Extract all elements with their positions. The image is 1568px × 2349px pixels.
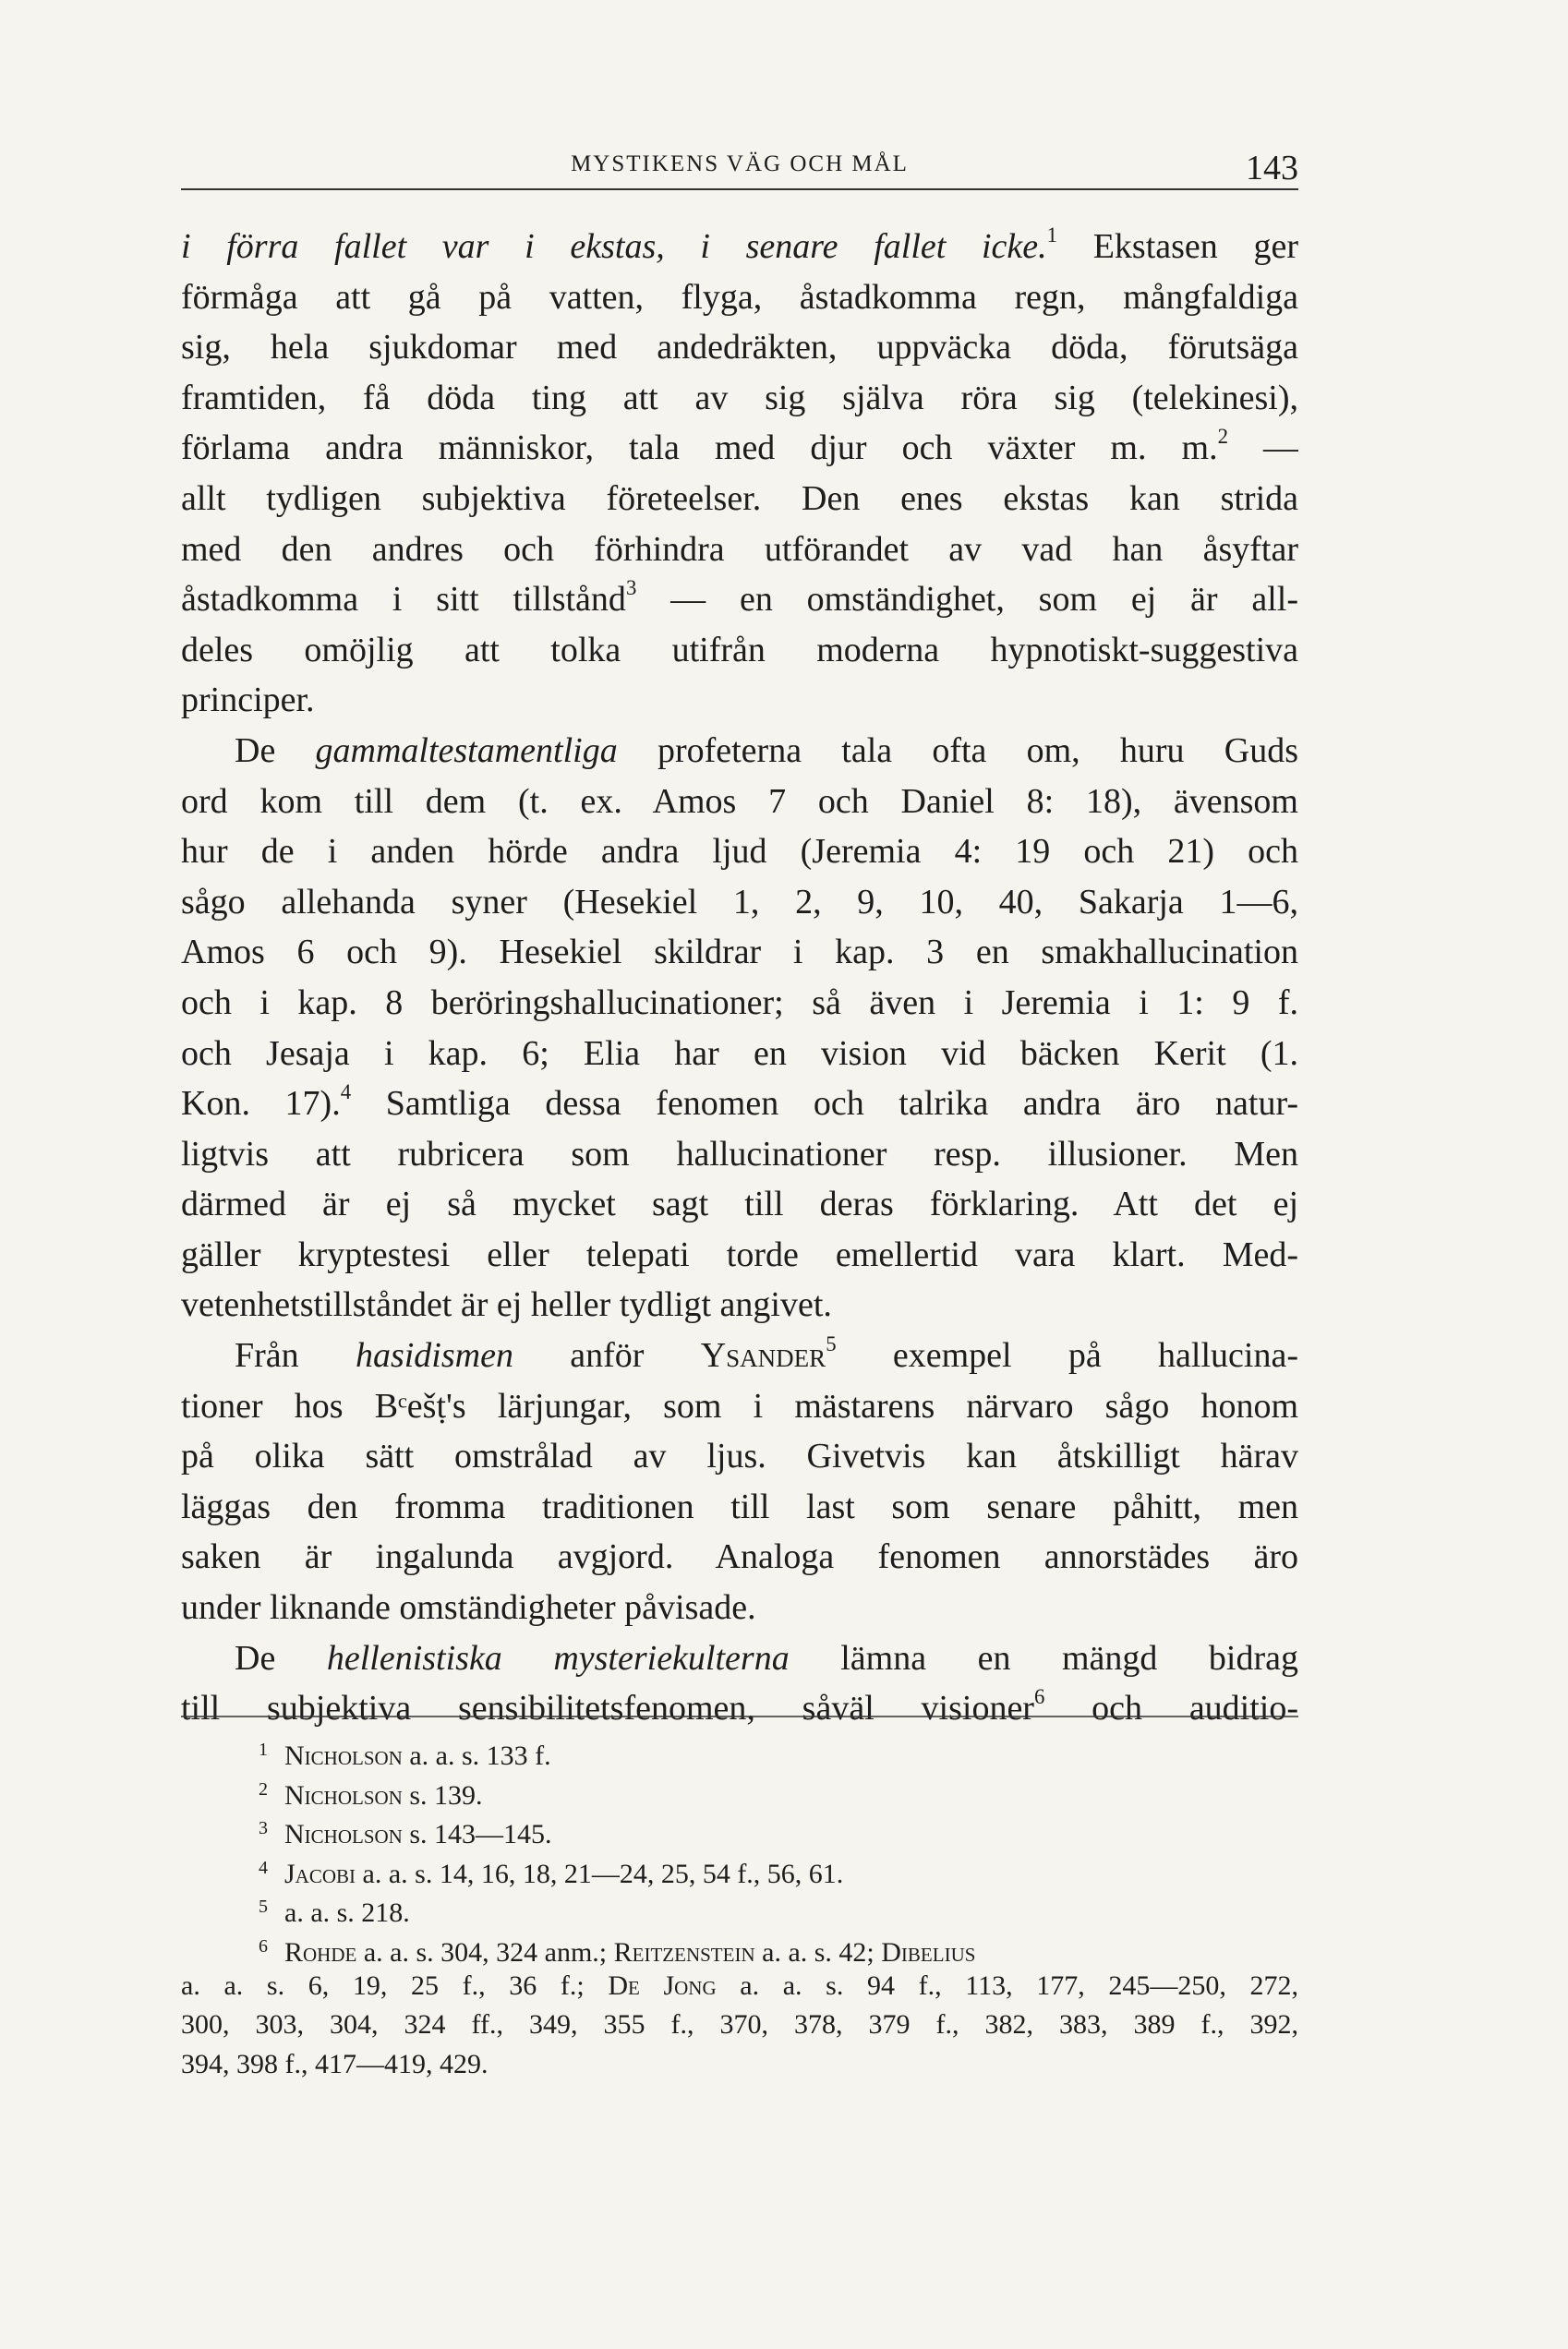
footnote: 1 Nicholson a. a. s. 133 f. (259, 1740, 551, 1770)
text-line: principer. (181, 681, 315, 720)
text-line: allt tydligen subjektiva företeelser. Den enes ekstas kan strida (181, 478, 1298, 518)
text-line: och i kap. 8 beröringshallucinationer; så även i Jeremia i 1: 9 f. (181, 982, 1298, 1022)
footnote: 6 Rohde a. a. s. 304, 324 anm.; Reitzenstein a. a. s. 42; Dibelius (259, 1935, 976, 1967)
text-line: vetenhetstillståndet är ej heller tydligt angivet. (181, 1285, 832, 1325)
text-line: på olika sätt omstrålad av ljus. Givetvis kan åtskilligt härav (181, 1437, 1298, 1476)
text-line: Kon. 17).$^4$ Samtliga dessa fenomen och talrika andra äro natur- (181, 1080, 1298, 1124)
footnote-continuation: 394, 398 f., 417—419, 429. (181, 2048, 488, 2079)
text-line: därmed är ej så mycket sagt till deras förklaring. Att det ej (181, 1185, 1298, 1224)
footnote: 5 a. a. s. 218. (259, 1897, 410, 1927)
running-head (181, 148, 1298, 190)
text-line: sig, hela sjukdomar med andedräkten, uppväcka döda, förutsäga (181, 328, 1298, 367)
footnote: 4 Jacobi a. a. s. 14, 16, 18, 21—24, 25, 54 f., 56, 61. (259, 1857, 844, 1888)
text-line: under liknande omständigheter påvisade. (181, 1588, 756, 1628)
text-line: ord kom till dem (t. ex. Amos 7 och Daniel 8: 18), ävensom (181, 781, 1298, 821)
footnote-continuation: 300, 303, 304, 324 ff., 349, 355 f., 370, 378, 379 f., 382, 383, 389 f., 392, (181, 2009, 1298, 2041)
page-number: 143 (1246, 149, 1298, 187)
footnote: 3 Nicholson s. 143—145. (259, 1818, 552, 1849)
text-line: De gammaltestamentliga profeterna tala ofta om, huru Guds (235, 730, 1298, 770)
text-line: deles omöjlig att tolka utifrån moderna hypnotiskt-suggestiva (181, 630, 1298, 669)
text-line: med den andres och förhindra utförandet av vad han åsyftar (181, 529, 1298, 569)
footnote-rule (181, 1716, 1298, 1717)
footnote-continuation: a. a. s. 6, 19, 25 f., 36 f.; De Jong a. a. s. 94 f., 113, 177, 245—250, 272, (181, 1970, 1298, 2001)
text-line: åstadkomma i sitt tillstånd$^3$ — en omständighet, som ej är all- (181, 576, 1298, 620)
text-line: Från hasidismen anför Ysander$^5$ exempel på hallucina- (235, 1331, 1298, 1376)
text-line: i förra fallet var i ekstas, i senare fallet icke.$^1$ Ekstasen ger (181, 223, 1298, 266)
running-title: MYSTIKENS VÄG OCH MÅL (571, 151, 909, 176)
text-line: gäller kryptestesi eller telepati torde emellertid vara klart. Med- (181, 1235, 1298, 1274)
text-line: och Jesaja i kap. 6; Elia har en vision vid bäcken Kerit (1. (181, 1033, 1298, 1073)
text-line: framtiden, få döda ting att av sig själva röra sig (telekinesi), (181, 378, 1298, 417)
text-line: saken är ingalunda avgjord. Analoga fenomen annorstädes äro (181, 1537, 1298, 1577)
footnotes (181, 1730, 1298, 2084)
text-line: till subjektiva sensibilitetsfenomen, såväl visioner$^6$ och auditio- (181, 1685, 1298, 1729)
footnote: 2 Nicholson s. 139. (259, 1778, 483, 1810)
text-line: läggas den fromma traditionen till last som senare påhitt, men (181, 1487, 1298, 1526)
body-text (181, 222, 1298, 1734)
text-line: De hellenistiska mysteriekulterna lämna en mängd bidrag (235, 1638, 1298, 1678)
text-line: förmåga att gå på vatten, flyga, åstadkomma regn, mångfaldiga (181, 277, 1298, 317)
text-line: ligtvis att rubricera som hallucinationer resp. illusioner. Men (181, 1134, 1298, 1174)
text-line: hur de i anden hörde andra ljud (Jeremia 4: 19 och 21) och (181, 832, 1298, 872)
text-line: sågo allehanda syner (Hesekiel 1, 2, 9, 10, 40, Sakarja 1—6, (181, 882, 1298, 922)
text-line: tioner hos Bᶜešṭ's lärjungar, som i mästarens närvaro sågo honom (181, 1386, 1298, 1426)
text-line: Amos 6 och 9). Hesekiel skildrar i kap. 3 en smakhallucination (181, 933, 1298, 972)
text-line: förlama andra människor, tala med djur och växter m. m.$^2$ — (181, 425, 1298, 468)
